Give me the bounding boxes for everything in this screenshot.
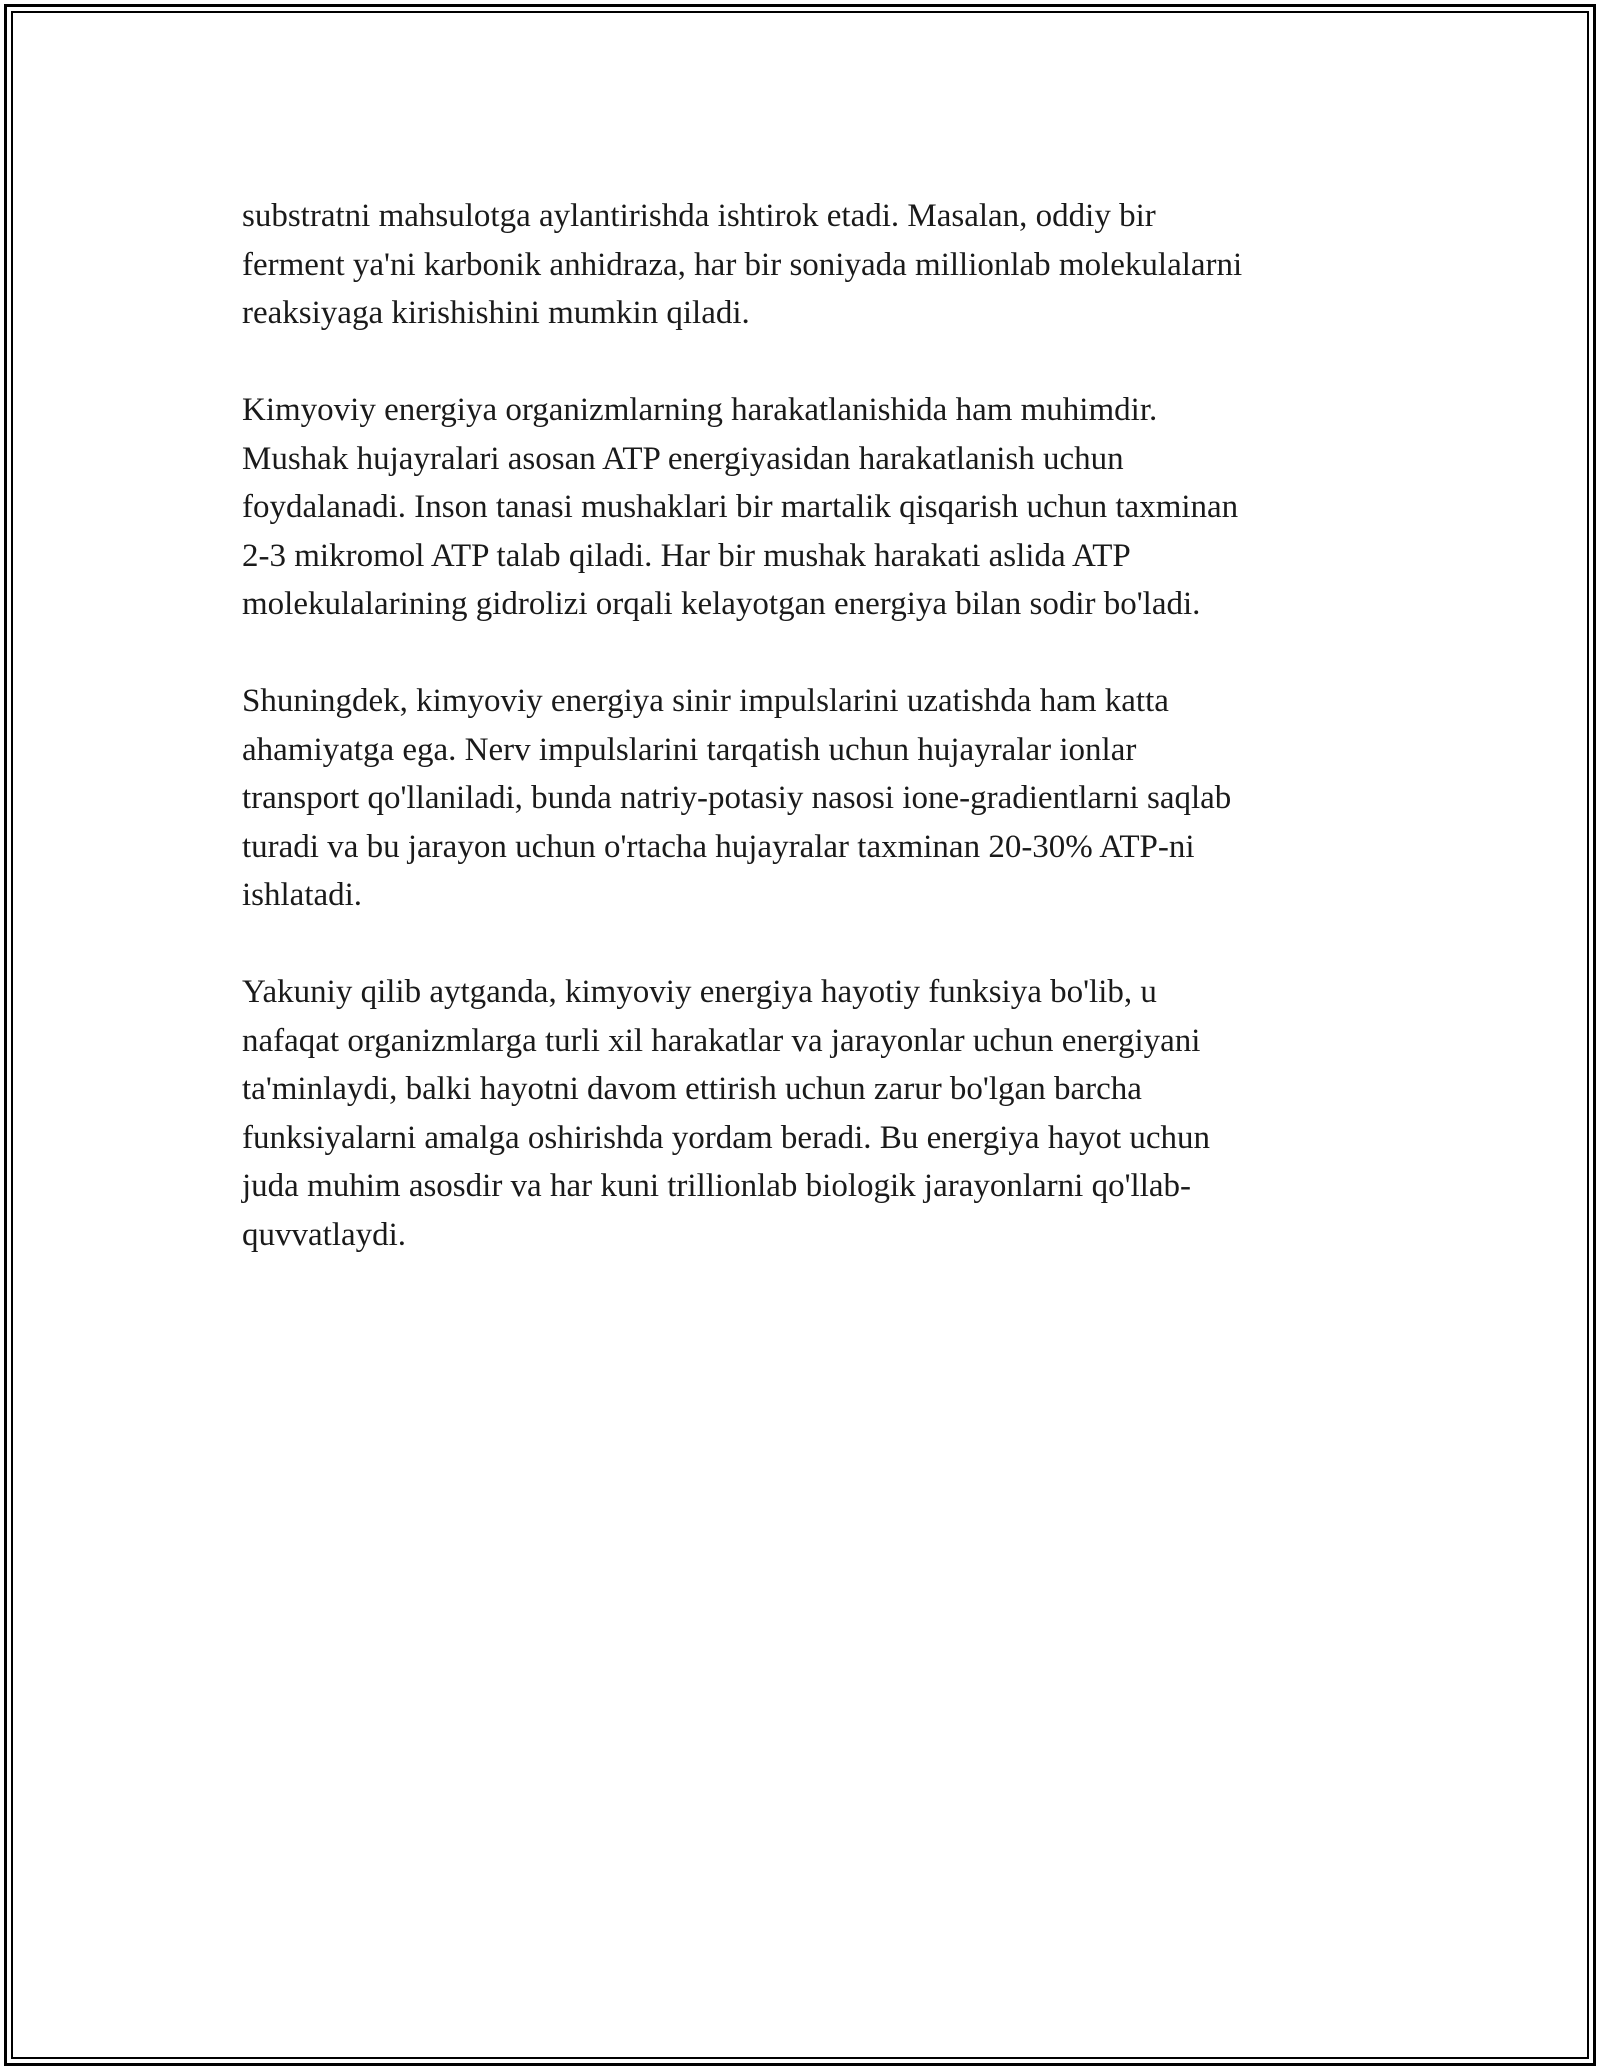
paragraph-1	[242, 192, 1362, 338]
document-body	[242, 192, 1362, 1308]
paragraph-3	[242, 677, 1362, 920]
text-line: ahamiyatga ega. Nerv impulslarini tarqatish uchun hujayralar ionlar	[242, 731, 1137, 768]
text-line: reaksiyaga kirishishini mumkin qiladi.	[242, 295, 750, 331]
text-line: substratni mahsulotga aylantirishda ishtirok etadi. Masalan, oddiy bir	[242, 198, 1156, 234]
text-line: funksiyalarni amalga oshirishda yordam beradi. Bu energiya hayot uchun	[242, 1119, 1211, 1156]
text-line: Yakuniy qilib aytganda, kimyoviy energiya hayotiy funksiya bo'lib, u	[242, 974, 1157, 1010]
paragraph-2	[242, 386, 1362, 629]
text-line: quvvatlaydi.	[242, 1216, 407, 1253]
text-line: turadi va bu jarayon uchun o'rtacha hujayralar taxminan 20-30% ATP-ni	[242, 828, 1195, 865]
paragraph-4	[242, 968, 1362, 1259]
text-line: ferment ya'ni karbonik anhidraza, har bir soniyada millionlab molekulalarni	[242, 246, 1243, 283]
text-line: Shuningdek, kimyoviy energiya sinir impulslarini uzatishda ham katta	[242, 683, 1169, 719]
text-line: transport qo'llaniladi, bunda natriy-potasiy nasosi ione-gradientlarni saqlab	[242, 780, 1232, 816]
page-border	[4, 4, 1596, 2066]
text-line: juda muhim asosdir va har kuni trillionlab biologik jarayonlarni qo'llab-	[242, 1168, 1192, 1204]
text-line: 2-3 mikromol ATP talab qiladi. Har bir mushak harakati aslida ATP	[242, 537, 1131, 574]
text-line: Kimyoviy energiya organizmlarning harakatlanishida ham muhimdir.	[242, 392, 1158, 428]
text-line: ta'minlaydi, balki hayotni davom ettirish uchun zarur bo'lgan barcha	[242, 1071, 1142, 1107]
text-line: ishlatadi.	[242, 877, 363, 913]
text-line: molekulalarining gidrolizi orqali kelayotgan energiya bilan sodir bo'ladi.	[242, 586, 1201, 622]
text-line: Mushak hujayralari asosan ATP energiyasidan harakatlanish uchun	[242, 440, 1124, 477]
text-line: foydalanadi. Inson tanasi mushaklari bir martalik qisqarish uchun taxminan	[242, 489, 1239, 525]
text-line: nafaqat organizmlarga turli xil harakatlar va jarayonlar uchun energiyani	[242, 1022, 1201, 1059]
